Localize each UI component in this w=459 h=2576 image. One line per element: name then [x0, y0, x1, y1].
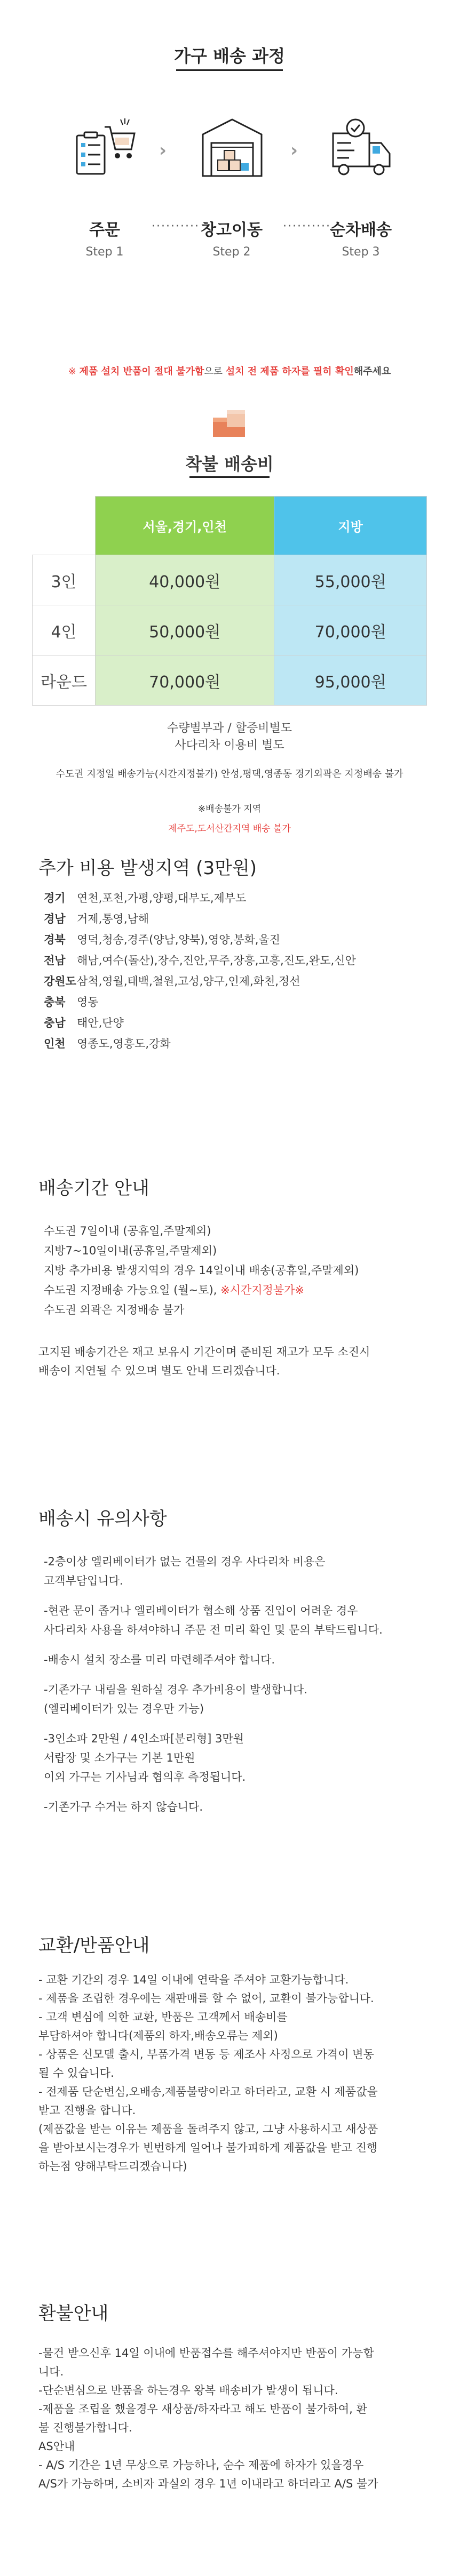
fee-row-label: 4인	[33, 605, 96, 655]
caution-line: 이외 가구는 기사님과 협의후 측정됩니다.	[44, 1771, 246, 1783]
region-areas: 연천,포천,가평,양평,대부도,제부도	[77, 892, 247, 905]
list-item	[44, 1013, 356, 1034]
caution-line: -기존가구 내림을 원하실 경우 추가비용이 발생합니다.	[44, 1683, 307, 1696]
caution-block	[44, 1552, 428, 1590]
paragraph-line: 받고 진행을 합니다.	[38, 2104, 136, 2117]
paragraph-line: A/S가 가능하며, 소비자 과실의 경우 1년 이내라고 하더라고 A/S 불가	[38, 2477, 378, 2490]
refund-paragraph	[38, 2344, 428, 2493]
fee-cell: 95,000원	[274, 655, 427, 706]
region-areas: 거제,통영,남해	[77, 913, 149, 925]
fee-note-unavailable-regions: 제주도,도서산간지역 배송 불가	[168, 823, 291, 834]
period-line: 수도권 7일이내 (공휴일,주말제외)	[44, 1225, 211, 1237]
caution-block	[44, 1601, 428, 1639]
step-name-warehouse: 창고이동	[201, 221, 263, 239]
step-sub-delivery: Step 3	[342, 245, 380, 259]
paragraph-line: - 전제품 단순변심,오배송,제품불량이라고 하더라고, 교환 시 제품값을	[38, 2085, 378, 2098]
period-line: 지방 추가비용 발생지역의 경우 14일이내 배송(공휴일,주말제외)	[44, 1264, 359, 1277]
fee-note	[0, 720, 459, 754]
notice-suffix: 해주세요	[353, 366, 391, 377]
caution-line: -기존가구 수거는 하지 않습니다.	[44, 1801, 203, 1813]
notice-mark: ※	[68, 366, 80, 377]
fee-col-local: 지방	[274, 497, 427, 555]
install-notice	[0, 364, 459, 378]
caution-blocks	[44, 1552, 428, 1827]
paragraph-line: 배송이 지연될 수 있으며 별도 안내 드리겠습니다.	[38, 1364, 280, 1377]
process-title: 가구 배송 과정	[174, 46, 285, 66]
period-line: 지방7~10일이내(공휴일,주말제외)	[44, 1244, 217, 1257]
caution-title: 배송시 유의사항	[38, 1508, 167, 1530]
region-name: 충남	[44, 1017, 66, 1029]
region-name: 강원도	[44, 975, 76, 988]
list-item	[44, 930, 356, 950]
paragraph-line: - 고객 변심에 의한 교환, 반품은 고객께서 배송비를	[38, 2011, 288, 2023]
region-name: 경북	[44, 933, 66, 946]
region-name: 인천	[44, 1037, 66, 1050]
region-name: 경남	[44, 913, 66, 925]
fee-note-line: 사다리차 이용비 별도	[175, 739, 284, 752]
order-checklist-cart-icon	[69, 112, 139, 192]
region-areas: 태안,단양	[77, 1017, 124, 1029]
refund-title: 환불안내	[38, 2303, 109, 2324]
fee-cell: 55,000원	[274, 555, 427, 605]
fee-row-label: 3인	[33, 555, 96, 605]
fee-cell: 40,000원	[96, 555, 274, 605]
region-name: 충북	[44, 996, 66, 1009]
region-areas: 영종도,영흥도,강화	[77, 1037, 171, 1050]
paragraph-line: (제품값을 받는 이유는 제품을 돌려주지 않고, 그냥 사용하시고 새상품	[38, 2123, 378, 2135]
region-name: 전남	[44, 954, 66, 967]
caution-block	[44, 1797, 428, 1817]
notice-red-1: 제품 설치 반품이 절대 불가함	[79, 366, 204, 377]
fee-note-schedule: 수도권 지정일 배송가능(시간지정불가) 안성,평택,영종동 경기외곽은 지정배송 불가	[56, 769, 403, 780]
paragraph-line: 될 수 있습니다.	[38, 2067, 114, 2079]
period-line: 수도권 외곽은 지정배송 불가	[44, 1303, 185, 1316]
fee-cell: 70,000원	[96, 655, 274, 706]
extra-cost-title: 추가 비용 발생지역 (3만원)	[38, 858, 257, 879]
title-underline	[189, 476, 270, 478]
warehouse-boxes-icon	[197, 112, 267, 192]
step-sub-warehouse: Step 2	[212, 245, 251, 259]
table-row	[33, 605, 427, 655]
region-areas: 해남,여수(돌산),장수,진안,무주,장흥,고흥,진도,완도,신안	[77, 954, 356, 967]
period-paragraph	[38, 1343, 428, 1380]
caution-line: -배송시 설치 장소를 미리 마련해주셔야 합니다.	[44, 1653, 275, 1666]
period-line	[44, 1281, 359, 1300]
list-item	[44, 909, 356, 930]
caution-line: 고객부담입니다.	[44, 1574, 123, 1587]
notice-mid: 으로	[204, 366, 226, 377]
paragraph-line: - 교환 기간의 경우 14일 이내에 연락을 주셔야 교환가능합니다.	[38, 1973, 349, 1986]
step-connector-dots: ··········	[152, 220, 200, 233]
period-lines	[44, 1221, 359, 1320]
paragraph-line: -물건 받으신후 14일 이내에 반품접수를 해주셔야지만 반품이 가능합	[38, 2347, 374, 2359]
list-item	[44, 888, 356, 909]
notice-red-2: 설치 전 제품 하자를 필히 확인	[225, 366, 354, 377]
delivery-box-icon	[211, 408, 248, 440]
step-connector-dots: ··········	[283, 220, 331, 233]
paragraph-line: -단순변심으로 반품을 하는경우 왕복 배송비가 발생이 됩니다.	[38, 2384, 338, 2397]
step-sub-order: Step 1	[85, 245, 124, 259]
fee-note-unavailable-heading: ※배송불가 지역	[197, 804, 262, 814]
period-line-text: 수도권 지정배송 가능요일 (월~토),	[44, 1284, 221, 1297]
paragraph-line: 하는점 양해부탁드리겠습니다)	[38, 2160, 187, 2173]
title-underline	[176, 69, 283, 71]
exchange-paragraph	[38, 1971, 428, 2176]
paragraph-line: 고지된 배송기간은 재고 보유시 기간이며 준비된 재고가 모두 소진시	[38, 1346, 370, 1358]
extra-cost-list	[44, 888, 356, 1054]
caution-line: 사다리차 사용을 하셔야하니 주문 전 미리 확인 및 문의 부탁드립니다.	[44, 1623, 383, 1636]
paragraph-line: - A/S 기간은 1년 무상으로 가능하나, 순수 제품에 하자가 있을경우	[38, 2459, 364, 2471]
list-item	[44, 992, 356, 1013]
paragraph-line: - 상품은 신모델 출시, 부품가격 변동 등 제조사 사정으로 가격이 변동	[38, 2048, 374, 2061]
chevron-right-icon: ›	[290, 140, 298, 161]
list-item	[44, 950, 356, 971]
paragraph-line: 불 진행불가합니다.	[38, 2421, 132, 2434]
fee-title: 착불 배송비	[185, 454, 274, 474]
list-item	[44, 971, 356, 992]
caution-line: -3인소파 2만원 / 4인소파[분리형] 3만원	[44, 1732, 244, 1745]
caution-block	[44, 1729, 428, 1787]
caution-line: (엘리베이터가 있는 경우만 가능)	[44, 1702, 204, 1715]
fee-cell: 70,000원	[274, 605, 427, 655]
exchange-title: 교환/반품안내	[38, 1935, 150, 1956]
paragraph-line: -제품을 조립을 했을경우 새상품/하자라고 해도 반품이 불가하여, 환	[38, 2403, 367, 2415]
caution-line: -현관 문이 좁거나 엘리베이터가 협소해 상품 진입이 어려운 경우	[44, 1604, 358, 1617]
step-name-order: 주문	[89, 221, 120, 239]
table-row	[33, 655, 427, 706]
chevron-right-icon: ›	[159, 140, 167, 161]
step-name-delivery: 순차배송	[330, 221, 392, 239]
region-areas: 삼척,영월,태백,철원,고성,양구,인제,화천,정선	[77, 975, 300, 988]
fee-note-line: 수량별부과 / 할증비별도	[167, 722, 292, 735]
fee-row-label: 라운드	[33, 655, 96, 706]
fee-cell: 50,000원	[96, 605, 274, 655]
list-item	[44, 1034, 356, 1054]
period-title: 배송기간 안내	[38, 1178, 149, 1199]
caution-line: -2층이상 엘리베이터가 없는 건물의 경우 사다리차 비용은	[44, 1555, 326, 1568]
paragraph-line: AS안내	[38, 2440, 75, 2453]
fee-table-corner	[33, 497, 96, 555]
delivery-truck-clock-icon	[326, 112, 395, 192]
paragraph-line: - 제품을 조립한 경우에는 재판매를 할 수 없어, 교환이 불가능합니다.	[38, 1992, 374, 2005]
period-line-warning: ※시간지정불가※	[220, 1284, 304, 1297]
caution-block	[44, 1650, 428, 1669]
table-row	[33, 555, 427, 605]
fee-table	[32, 496, 427, 706]
paragraph-line: 을 받아보시는경우가 빈번하게 일어나 불가피하게 제품값을 받고 진행	[38, 2141, 378, 2154]
region-areas: 영동	[77, 996, 99, 1009]
paragraph-line: 부담하셔야 합니다(제품의 하자,배송오류는 제외)	[38, 2029, 278, 2042]
caution-line: 서랍장 및 소가구는 기본 1만원	[44, 1751, 195, 1764]
fee-col-metro: 서울,경기,인천	[96, 497, 274, 555]
region-name: 경기	[44, 892, 66, 905]
caution-block	[44, 1680, 428, 1718]
paragraph-line: 니다.	[38, 2365, 64, 2378]
region-areas: 영덕,청송,경주(양남,양북),영양,봉화,울진	[77, 933, 281, 946]
